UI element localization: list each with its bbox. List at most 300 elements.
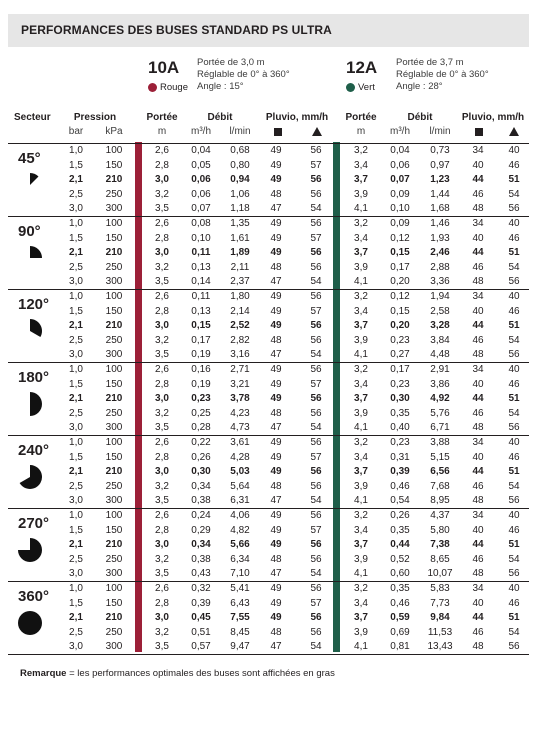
cell-pluvio-triangle-10a: 56	[310, 334, 322, 346]
sector-270-icon	[16, 536, 44, 564]
nozzle-12a-description	[396, 57, 489, 93]
cell-kpa: 150	[105, 378, 123, 390]
cell-bar: 3,0	[69, 568, 83, 580]
cell-pluvio-triangle-12a: 56	[508, 349, 520, 361]
cell-pluvio-square-10a: 49	[270, 174, 282, 186]
cell-m3h-12a: 0,10	[390, 203, 410, 215]
cell-lmin-10a: 5,64	[230, 480, 250, 492]
sector-label: 90°	[18, 223, 41, 240]
header-lmin-12a: l/min	[429, 126, 451, 137]
cell-pluvio-square-12a: 46	[472, 480, 484, 492]
cell-lmin-10a: 4,23	[230, 407, 250, 419]
cell-bar: 1,0	[69, 145, 83, 156]
cell-pluvio-triangle-10a: 57	[310, 451, 322, 463]
cell-lmin-10a: 3,21	[230, 378, 250, 390]
cell-lmin-10a: 3,78	[230, 393, 250, 405]
cell-kpa: 150	[105, 524, 123, 536]
cell-m3h-10a: 0,51	[191, 626, 211, 638]
cell-bar: 1,5	[69, 232, 83, 244]
cell-portee-12a: 3,2	[354, 364, 368, 375]
cell-lmin-12a: 4,48	[430, 349, 450, 361]
cell-m3h-10a: 0,15	[191, 320, 211, 332]
cell-pluvio-triangle-12a: 51	[508, 539, 520, 551]
cell-m3h-10a: 0,28	[191, 422, 211, 434]
cell-m3h-10a: 0,34	[191, 480, 211, 492]
cell-m3h-10a: 0,04	[191, 145, 211, 156]
cell-pluvio-triangle-10a: 56	[310, 174, 322, 186]
cell-portee-10a: 2,8	[155, 524, 169, 536]
cell-pluvio-triangle-12a: 46	[508, 305, 520, 317]
cell-pluvio-square-12a: 44	[472, 320, 484, 332]
cell-pluvio-triangle-12a: 40	[508, 145, 520, 156]
cell-portee-10a: 3,5	[155, 203, 169, 215]
cell-pluvio-square-12a: 40	[472, 305, 484, 317]
cell-pluvio-square-10a: 49	[270, 539, 282, 551]
cell-portee-12a: 3,2	[354, 218, 368, 229]
header-pression: Pression	[73, 112, 117, 123]
cell-bar: 2,5	[69, 626, 83, 638]
nozzle-10a-angle: Angle : 15°	[197, 81, 244, 92]
cell-pluvio-triangle-12a: 51	[508, 174, 520, 186]
cell-pluvio-square-10a: 47	[270, 641, 282, 653]
cell-pluvio-square-10a: 47	[270, 276, 282, 288]
cell-bar: 2,1	[69, 247, 83, 259]
cell-m3h-12a: 0,35	[390, 524, 410, 536]
cell-pluvio-triangle-12a: 40	[508, 218, 520, 229]
header-pluvio-10a: Pluvio, mm/h	[265, 112, 329, 123]
cell-m3h-12a: 0,40	[390, 422, 410, 434]
cell-pluvio-triangle-10a: 56	[310, 188, 322, 200]
cell-portee-10a: 3,2	[155, 188, 169, 200]
cell-kpa: 210	[105, 466, 123, 478]
sector-label: 45°	[18, 150, 41, 167]
cell-lmin-10a: 6,34	[230, 553, 250, 565]
cell-portee-12a: 3,9	[354, 480, 368, 492]
cell-m3h-12a: 0,04	[390, 145, 410, 156]
cell-lmin-12a: 1,94	[430, 291, 450, 302]
cell-portee-10a: 3,2	[155, 553, 169, 565]
cell-portee-10a: 3,5	[155, 276, 169, 288]
cell-portee-12a: 3,7	[354, 174, 368, 186]
cell-pluvio-triangle-10a: 57	[310, 305, 322, 317]
cell-lmin-12a: 4,37	[430, 510, 450, 521]
cell-portee-12a: 3,2	[354, 583, 368, 594]
cell-pluvio-square-10a: 49	[270, 232, 282, 244]
cell-pluvio-square-12a: 40	[472, 159, 484, 171]
cell-pluvio-square-10a: 47	[270, 349, 282, 361]
cell-m3h-10a: 0,06	[191, 174, 211, 186]
cell-lmin-12a: 0,73	[430, 145, 450, 156]
cell-lmin-10a: 4,73	[230, 422, 250, 434]
cell-pluvio-triangle-10a: 56	[310, 291, 322, 302]
cell-bar: 3,0	[69, 495, 83, 507]
cell-kpa: 100	[105, 145, 123, 156]
cell-pluvio-square-12a: 34	[472, 583, 484, 594]
cell-pluvio-square-12a: 44	[472, 466, 484, 478]
nozzle-12a-angle: Angle : 28°	[396, 81, 443, 92]
cell-bar: 2,1	[69, 174, 83, 186]
cell-lmin-12a: 5,83	[430, 583, 450, 594]
cell-pluvio-square-10a: 49	[270, 145, 282, 156]
cell-m3h-12a: 0,39	[390, 466, 410, 478]
cell-pluvio-square-10a: 48	[270, 407, 282, 419]
cell-kpa: 210	[105, 247, 123, 259]
cell-lmin-12a: 10,07	[427, 568, 453, 580]
sector-label: 120°	[18, 296, 50, 313]
cell-pluvio-triangle-10a: 56	[310, 626, 322, 638]
cell-pluvio-square-12a: 34	[472, 510, 484, 521]
cell-lmin-12a: 3,36	[430, 276, 450, 288]
cell-lmin-12a: 3,86	[430, 378, 450, 390]
table-bottom-border	[8, 654, 529, 655]
sector-divider	[8, 143, 529, 144]
header-lmin-10a: l/min	[229, 126, 251, 137]
cell-pluvio-triangle-12a: 51	[508, 320, 520, 332]
cell-lmin-10a: 1,06	[230, 188, 250, 200]
header-portee-12a: Portée	[345, 112, 377, 123]
cell-bar: 2,1	[69, 466, 83, 478]
cell-lmin-10a: 3,61	[230, 437, 250, 448]
cell-bar: 1,5	[69, 524, 83, 536]
cell-kpa: 210	[105, 393, 123, 405]
cell-m3h-12a: 0,30	[390, 393, 410, 405]
cell-lmin-12a: 0,97	[430, 159, 450, 171]
cell-m3h-10a: 0,13	[191, 305, 211, 317]
red-dot-icon	[148, 83, 157, 92]
cell-lmin-12a: 3,28	[430, 320, 450, 332]
cell-lmin-12a: 5,15	[430, 451, 450, 463]
cell-lmin-10a: 7,55	[230, 612, 250, 624]
cell-pluvio-triangle-12a: 40	[508, 437, 520, 448]
nozzle-12a-color	[346, 82, 375, 93]
sector-label: 360°	[18, 588, 50, 605]
cell-m3h-10a: 0,34	[191, 539, 211, 551]
cell-m3h-10a: 0,38	[191, 553, 211, 565]
cell-lmin-10a: 5,66	[230, 539, 250, 551]
cell-m3h-10a: 0,11	[191, 291, 211, 302]
cell-kpa: 210	[105, 612, 123, 624]
cell-m3h-12a: 0,23	[390, 378, 410, 390]
cell-lmin-12a: 5,76	[430, 407, 450, 419]
cell-m3h-10a: 0,19	[191, 349, 211, 361]
cell-pluvio-square-12a: 46	[472, 334, 484, 346]
cell-pluvio-triangle-12a: 56	[508, 568, 520, 580]
cell-pluvio-square-12a: 40	[472, 524, 484, 536]
table-title: PERFORMANCES DES BUSES STANDARD PS ULTRA	[21, 23, 332, 37]
cell-portee-12a: 3,4	[354, 232, 368, 244]
cell-m3h-12a: 0,15	[390, 247, 410, 259]
cell-portee-12a: 3,4	[354, 524, 368, 536]
nozzle-10a-color-bar	[135, 142, 142, 652]
cell-lmin-12a: 2,46	[430, 247, 450, 259]
cell-lmin-12a: 1,46	[430, 218, 450, 229]
cell-pluvio-triangle-12a: 40	[508, 364, 520, 375]
cell-portee-10a: 2,8	[155, 305, 169, 317]
sector-divider	[8, 216, 529, 217]
cell-lmin-12a: 13,43	[427, 641, 453, 653]
cell-pluvio-triangle-10a: 56	[310, 247, 322, 259]
header-debit-12a: Débit	[407, 112, 433, 123]
cell-bar: 2,5	[69, 188, 83, 200]
sector-label: 270°	[18, 515, 50, 532]
cell-pluvio-triangle-10a: 56	[310, 407, 322, 419]
cell-lmin-12a: 5,80	[430, 524, 450, 536]
sector-label: 240°	[18, 442, 50, 459]
cell-pluvio-triangle-12a: 40	[508, 583, 520, 594]
cell-pluvio-square-12a: 40	[472, 597, 484, 609]
cell-m3h-10a: 0,07	[191, 203, 211, 215]
cell-m3h-12a: 0,17	[390, 364, 410, 375]
cell-pluvio-square-12a: 48	[472, 495, 484, 507]
cell-portee-12a: 3,4	[354, 597, 368, 609]
cell-pluvio-square-12a: 46	[472, 261, 484, 273]
cell-m3h-12a: 0,26	[390, 510, 410, 521]
cell-portee-10a: 2,6	[155, 583, 169, 594]
cell-pluvio-square-12a: 34	[472, 364, 484, 375]
header-pluvio-12a: Pluvio, mm/h	[461, 112, 525, 123]
cell-bar: 1,5	[69, 597, 83, 609]
triangle-symbol-icon	[509, 127, 519, 136]
cell-portee-12a: 3,9	[354, 553, 368, 565]
cell-portee-12a: 4,1	[354, 495, 368, 507]
cell-portee-12a: 3,4	[354, 451, 368, 463]
cell-portee-10a: 3,5	[155, 495, 169, 507]
cell-portee-12a: 4,1	[354, 203, 368, 215]
cell-portee-10a: 3,5	[155, 422, 169, 434]
cell-bar: 3,0	[69, 641, 83, 653]
cell-m3h-12a: 0,46	[390, 480, 410, 492]
cell-kpa: 250	[105, 553, 123, 565]
cell-portee-12a: 3,7	[354, 539, 368, 551]
nozzle-12a-adjust: Réglable de 0° à 360°	[396, 69, 489, 80]
cell-pluvio-triangle-10a: 56	[310, 218, 322, 229]
cell-pluvio-triangle-12a: 46	[508, 378, 520, 390]
cell-m3h-12a: 0,44	[390, 539, 410, 551]
cell-m3h-12a: 0,35	[390, 583, 410, 594]
cell-pluvio-triangle-12a: 51	[508, 393, 520, 405]
cell-m3h-12a: 0,59	[390, 612, 410, 624]
cell-lmin-12a: 8,95	[430, 495, 450, 507]
cell-bar: 2,1	[69, 320, 83, 332]
cell-kpa: 100	[105, 291, 123, 302]
cell-m3h-10a: 0,13	[191, 261, 211, 273]
cell-pluvio-triangle-12a: 56	[508, 641, 520, 653]
cell-bar: 3,0	[69, 349, 83, 361]
cell-bar: 1,0	[69, 291, 83, 302]
cell-portee-12a: 4,1	[354, 568, 368, 580]
cell-kpa: 250	[105, 480, 123, 492]
cell-pluvio-square-10a: 49	[270, 305, 282, 317]
cell-m3h-12a: 0,35	[390, 407, 410, 419]
cell-m3h-10a: 0,06	[191, 188, 211, 200]
cell-pluvio-square-10a: 48	[270, 188, 282, 200]
cell-portee-10a: 3,0	[155, 539, 169, 551]
cell-pluvio-square-10a: 48	[270, 334, 282, 346]
cell-portee-12a: 4,1	[354, 276, 368, 288]
cell-bar: 2,5	[69, 553, 83, 565]
cell-bar: 1,5	[69, 305, 83, 317]
cell-lmin-12a: 9,84	[430, 612, 450, 624]
header-portee-10a: Portée	[146, 112, 178, 123]
cell-portee-12a: 3,7	[354, 466, 368, 478]
cell-portee-10a: 3,2	[155, 626, 169, 638]
cell-pluvio-square-10a: 47	[270, 422, 282, 434]
remark-note	[20, 668, 335, 679]
cell-pluvio-triangle-12a: 46	[508, 597, 520, 609]
cell-bar: 2,1	[69, 612, 83, 624]
cell-pluvio-triangle-10a: 57	[310, 378, 322, 390]
cell-portee-10a: 3,0	[155, 393, 169, 405]
cell-m3h-12a: 0,46	[390, 597, 410, 609]
cell-pluvio-square-10a: 49	[270, 378, 282, 390]
cell-m3h-12a: 0,81	[390, 641, 410, 653]
cell-m3h-10a: 0,16	[191, 364, 211, 375]
cell-pluvio-triangle-12a: 46	[508, 232, 520, 244]
cell-kpa: 300	[105, 349, 123, 361]
cell-bar: 1,0	[69, 218, 83, 229]
cell-portee-12a: 3,7	[354, 320, 368, 332]
cell-lmin-10a: 2,37	[230, 276, 250, 288]
cell-lmin-12a: 4,92	[430, 393, 450, 405]
cell-pluvio-triangle-12a: 51	[508, 466, 520, 478]
cell-pluvio-triangle-10a: 56	[310, 437, 322, 448]
cell-lmin-10a: 2,11	[230, 261, 250, 273]
cell-lmin-10a: 0,80	[230, 159, 250, 171]
cell-portee-12a: 3,9	[354, 188, 368, 200]
cell-pluvio-triangle-10a: 54	[310, 568, 322, 580]
cell-pluvio-square-10a: 49	[270, 393, 282, 405]
cell-pluvio-square-10a: 49	[270, 218, 282, 229]
sector-divider	[8, 581, 529, 582]
cell-bar: 2,5	[69, 334, 83, 346]
cell-pluvio-square-10a: 49	[270, 510, 282, 521]
cell-m3h-12a: 0,06	[390, 159, 410, 171]
cell-lmin-10a: 2,14	[230, 305, 250, 317]
cell-portee-10a: 2,8	[155, 378, 169, 390]
cell-lmin-10a: 7,10	[230, 568, 250, 580]
cell-kpa: 300	[105, 568, 123, 580]
cell-pluvio-square-10a: 49	[270, 524, 282, 536]
cell-m3h-12a: 0,60	[390, 568, 410, 580]
cell-m3h-12a: 0,12	[390, 232, 410, 244]
cell-bar: 1,0	[69, 510, 83, 521]
cell-lmin-10a: 0,68	[230, 145, 250, 156]
cell-pluvio-square-12a: 46	[472, 553, 484, 565]
cell-pluvio-triangle-12a: 54	[508, 334, 520, 346]
nozzle-10a-range: Portée de 3,0 m	[197, 57, 265, 68]
cell-portee-10a: 3,5	[155, 349, 169, 361]
cell-pluvio-square-10a: 49	[270, 451, 282, 463]
cell-m3h-12a: 0,07	[390, 174, 410, 186]
cell-lmin-10a: 2,52	[230, 320, 250, 332]
square-symbol-icon	[475, 128, 483, 136]
cell-lmin-10a: 1,35	[230, 218, 250, 229]
cell-lmin-10a: 3,16	[230, 349, 250, 361]
cell-kpa: 210	[105, 174, 123, 186]
cell-m3h-10a: 0,14	[191, 276, 211, 288]
cell-portee-12a: 3,7	[354, 612, 368, 624]
cell-m3h-12a: 0,12	[390, 291, 410, 302]
cell-kpa: 210	[105, 320, 123, 332]
cell-pluvio-triangle-10a: 54	[310, 495, 322, 507]
cell-portee-12a: 3,2	[354, 145, 368, 156]
sector-label: 180°	[18, 369, 50, 386]
cell-portee-10a: 2,6	[155, 510, 169, 521]
cell-portee-12a: 3,2	[354, 291, 368, 302]
cell-m3h-10a: 0,43	[191, 568, 211, 580]
cell-m3h-10a: 0,23	[191, 393, 211, 405]
cell-pluvio-triangle-10a: 56	[310, 145, 322, 156]
sector-360-icon	[16, 609, 44, 637]
cell-lmin-10a: 2,82	[230, 334, 250, 346]
cell-kpa: 150	[105, 597, 123, 609]
cell-lmin-10a: 4,82	[230, 524, 250, 536]
cell-bar: 2,5	[69, 407, 83, 419]
cell-pluvio-triangle-12a: 46	[508, 524, 520, 536]
cell-lmin-10a: 6,31	[230, 495, 250, 507]
cell-portee-12a: 3,2	[354, 510, 368, 521]
cell-kpa: 300	[105, 422, 123, 434]
cell-lmin-12a: 8,65	[430, 553, 450, 565]
cell-portee-10a: 2,6	[155, 291, 169, 302]
cell-lmin-10a: 1,80	[230, 291, 250, 302]
cell-portee-12a: 3,9	[354, 626, 368, 638]
cell-m3h-12a: 0,69	[390, 626, 410, 638]
cell-pluvio-square-12a: 34	[472, 437, 484, 448]
cell-bar: 3,0	[69, 422, 83, 434]
cell-pluvio-square-12a: 48	[472, 349, 484, 361]
cell-pluvio-square-12a: 40	[472, 378, 484, 390]
cell-m3h-10a: 0,38	[191, 495, 211, 507]
sector-divider	[8, 435, 529, 436]
nozzle-10a-color-name: Rouge	[160, 82, 188, 93]
cell-lmin-12a: 3,84	[430, 334, 450, 346]
cell-lmin-12a: 3,88	[430, 437, 450, 448]
cell-pluvio-triangle-12a: 40	[508, 291, 520, 302]
cell-portee-10a: 3,2	[155, 480, 169, 492]
cell-bar: 1,5	[69, 451, 83, 463]
cell-pluvio-square-10a: 49	[270, 247, 282, 259]
sector-240-icon	[16, 463, 44, 491]
cell-kpa: 150	[105, 232, 123, 244]
cell-lmin-12a: 6,71	[430, 422, 450, 434]
cell-pluvio-triangle-12a: 51	[508, 247, 520, 259]
nozzle-12a-range: Portée de 3,7 m	[396, 57, 464, 68]
cell-pluvio-square-12a: 44	[472, 393, 484, 405]
cell-pluvio-square-12a: 48	[472, 276, 484, 288]
cell-pluvio-square-12a: 44	[472, 539, 484, 551]
cell-lmin-12a: 6,56	[430, 466, 450, 478]
cell-portee-10a: 3,5	[155, 641, 169, 653]
cell-pluvio-square-12a: 44	[472, 174, 484, 186]
cell-kpa: 150	[105, 305, 123, 317]
nozzle-10a-adjust: Réglable de 0° à 360°	[197, 69, 290, 80]
cell-pluvio-triangle-10a: 54	[310, 422, 322, 434]
cell-pluvio-triangle-10a: 56	[310, 539, 322, 551]
cell-pluvio-square-12a: 34	[472, 218, 484, 229]
cell-lmin-12a: 7,68	[430, 480, 450, 492]
cell-lmin-12a: 7,38	[430, 539, 450, 551]
cell-m3h-10a: 0,29	[191, 524, 211, 536]
cell-lmin-10a: 1,18	[230, 203, 250, 215]
cell-pluvio-triangle-10a: 56	[310, 261, 322, 273]
cell-pluvio-square-12a: 46	[472, 407, 484, 419]
cell-portee-10a: 2,8	[155, 451, 169, 463]
cell-m3h-12a: 0,09	[390, 188, 410, 200]
header-m3h-12a: m³/h	[390, 126, 410, 137]
cell-portee-12a: 3,7	[354, 393, 368, 405]
sector-divider	[8, 362, 529, 363]
